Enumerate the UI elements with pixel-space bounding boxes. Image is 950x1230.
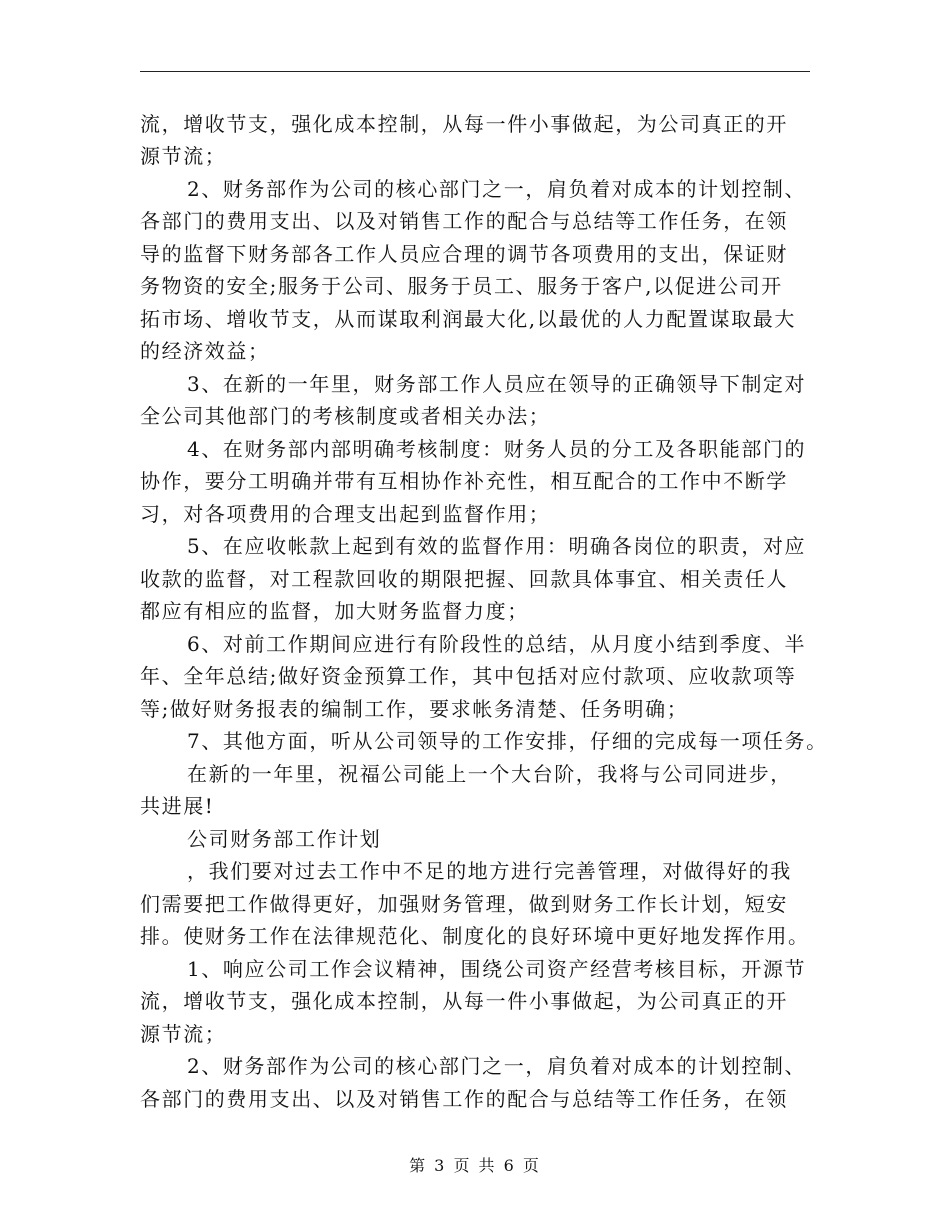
text-line: 共进展! — [140, 794, 215, 818]
text-line: 全公司其他部门的考核制度或者相关办法； — [140, 404, 551, 428]
text-line: 2、财务部作为公司的核心部门之一，肩负着对成本的计划控制、 — [187, 1054, 807, 1078]
text-line: 排。使财务工作在法律规范化、制度化的良好环境中更好地发挥作用。 — [140, 924, 810, 948]
header-rule — [140, 71, 810, 72]
text-line: 5、在应收帐款上起到有效的监督作用：明确各岗位的职责，对应 — [187, 534, 807, 558]
text-line: 1、响应公司工作会议精神，围绕公司资产经营考核目标，开源节 — [187, 957, 807, 981]
text-line: 流，增收节支，强化成本控制，从每一件小事做起，为公司真正的开 — [140, 112, 788, 136]
text-line: 都应有相应的监督，加大财务监督力度； — [140, 599, 529, 623]
text-line: 7、其他方面，听从公司领导的工作安排，仔细的完成每一项任务。 — [187, 729, 828, 753]
text-line: 2、财务部作为公司的核心部门之一，肩负着对成本的计划控制、 — [187, 177, 807, 201]
text-line: ，我们要对过去工作中不足的地方进行完善管理，对做得好的我 — [187, 859, 792, 883]
text-line: 的经济效益； — [140, 339, 270, 363]
text-line: 6、对前工作期间应进行有阶段性的总结，从月度小结到季度、半 — [187, 632, 807, 656]
text-line: 拓市场、增收节支，从而谋取利润最大化,以最优的人力配置谋取最大 — [140, 307, 796, 331]
text-line: 源节流； — [140, 1022, 227, 1046]
text-line: 在新的一年里，祝福公司能上一个大台阶，我将与公司同进步， — [187, 762, 792, 786]
text-line: 年、全年总结;做好资金预算工作，其中包括对应付款项、应收款项等 — [140, 664, 797, 688]
text-line: 各部门的费用支出、以及对销售工作的配合与总结等工作任务，在领 — [140, 209, 788, 233]
text-line: 4、在财务部内部明确考核制度：财务人员的分工及各职能部门的 — [187, 437, 807, 461]
text-line: 3、在新的一年里，财务部工作人员应在领导的正确领导下制定对 — [187, 372, 807, 396]
text-line: 务物资的安全;服务于公司、服务于员工、服务于客户,以促进公司开 — [140, 274, 783, 298]
text-line: 流，增收节支，强化成本控制，从每一件小事做起，为公司真正的开 — [140, 989, 788, 1013]
text-line: 各部门的费用支出、以及对销售工作的配合与总结等工作任务，在领 — [140, 1087, 788, 1111]
text-line: 源节流； — [140, 144, 227, 168]
text-line: 收款的监督，对工程款回收的期限把握、回款具体事宜、相关责任人 — [140, 567, 788, 591]
page-number: 第 3 页 共 6 页 — [409, 1156, 541, 1175]
text-line: 导的监督下财务部各工作人员应合理的调节各项费用的支出，保证财 — [140, 242, 788, 266]
text-line: 等;做好财务报表的编制工作，要求帐务清楚、任务明确； — [140, 697, 689, 721]
section-heading: 公司财务部工作计划 — [187, 827, 382, 851]
text-line: 习，对各项费用的合理支出起到监督作用； — [140, 502, 551, 526]
text-line: 们需要把工作做得更好，加强财务管理，做到财务工作长计划，短安 — [140, 892, 788, 916]
text-line: 协作，要分工明确并带有互相协作补充性，相互配合的工作中不断学 — [140, 469, 788, 493]
